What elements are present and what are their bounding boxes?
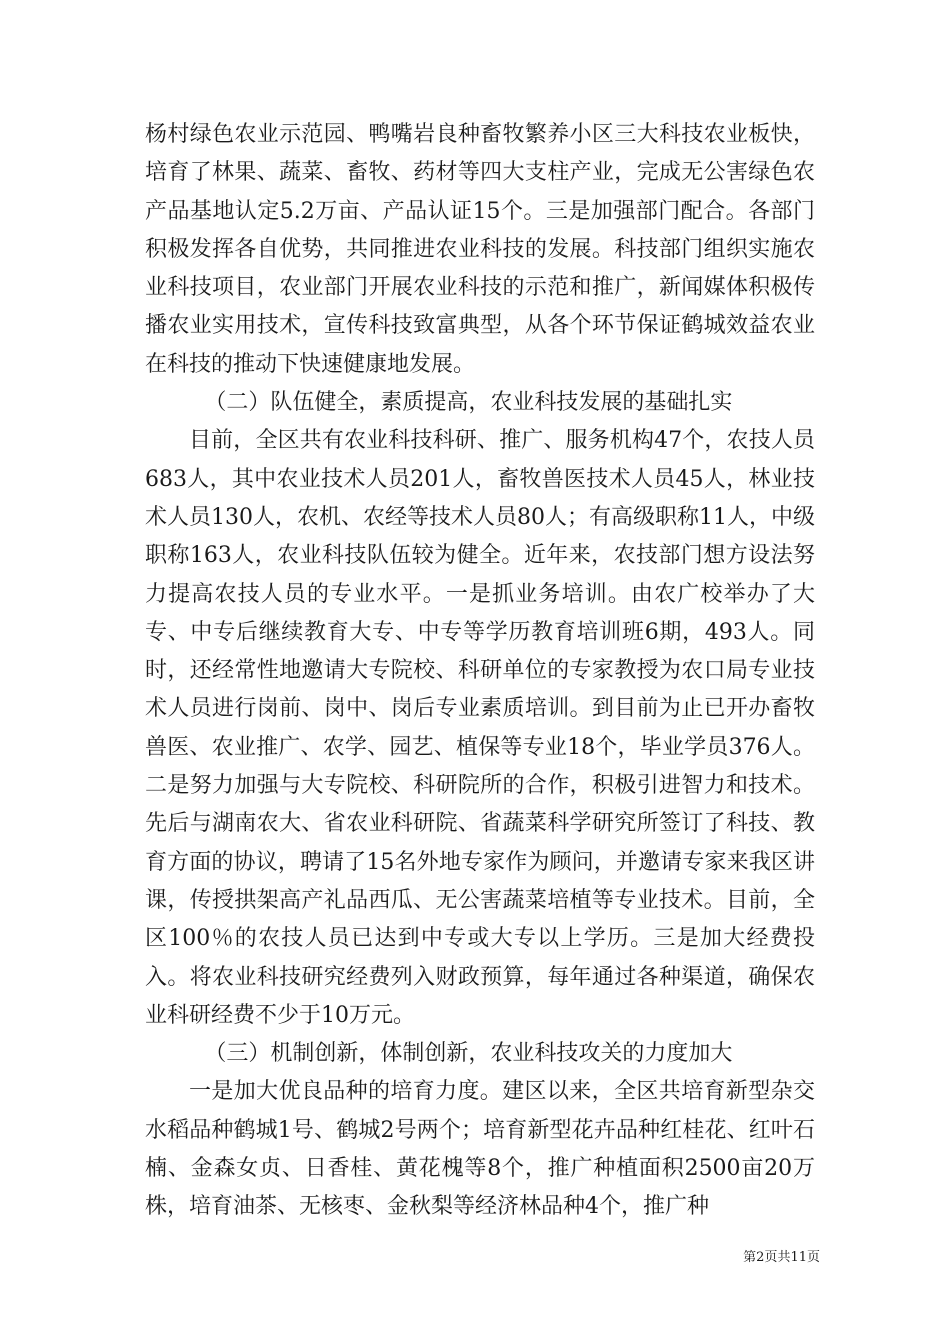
page-number-footer: 第2页共11页 (743, 1250, 820, 1265)
document-body (145, 116, 815, 1227)
section-heading-2: （二）队伍健全，素质提高，农业科技发展的基础扎实 (204, 390, 733, 416)
paragraph-breeding: 一是加大优良品种的培育力度。建区以来，全区共培育新型杂交水稻品种鹤城1号、鹤城2号两个；培育新型花卉品种红桂花、红叶石楠、金森女贞、日香桂、黄花槐等8个，推广种植面积2500亩20万株，培育油茶、无核枣、金秋梨等经济林品种4个，推广种 (145, 1079, 815, 1220)
section-heading-3: （三）机制创新，体制创新，农业科技攻关的力度加大 (204, 1041, 733, 1067)
paragraph-team: 目前，全区共有农业科技科研、推广、服务机构47个，农技人员683人，其中农业技术人员201人，畜牧兽医技术人员45人，林业技术人员130人，农机、农经等技术人员80人；有高级职称11人，中级职称163人，农业科技队伍较为健全。近年来，农技部门想方设法努力提高农技人员的专业水平。一是抓业务培训。由农广校举办了大专、中专后继续教育大专、中专等学历教育培训班6期，493人。同时，还经常性地邀请大专院校、科研单位的专家教授为农口局专业技术人员进行岗前、岗中、岗后专业素质培训。到目前为止已开办畜牧兽医、农业推广、农学、园艺、植保等专业18个，毕业学员376人。二是努力加强与大专院校、科研院所的合作，积极引进智力和技术。先后与湖南农大、省农业科研院、省蔬菜科学研究所签订了科技、教育方面的协议，聘请了15名外地专家作为顾问，并邀请专家来我区讲课，传授拱架高产礼品西瓜、无公害蔬菜培植等专业技术。目前，全区100％的农技人员已达到中专或大专以上学历。三是加大经费投入。将农业科技研究经费列入财政预算，每年通过各种渠道，确保农业科研经费不少于10万元。 (145, 428, 815, 1028)
paragraph-continuation: 杨村绿色农业示范园、鸭嘴岩良种畜牧繁养小区三大科技农业板快，培育了林果、蔬菜、畜牧、药材等四大支柱产业，完成无公害绿色农产品基地认定5.2万亩、产品认证15个。三是加强部门配合。各部门积极发挥各自优势，共同推进农业科技的发展。科技部门组织实施农业科技项目，农业部门开展农业科技的示范和推广，新闻媒体积极传播农业实用技术，宣传科技致富典型，从各个环节保证鹤城效益农业在科技的推动下快速健康地发展。 (145, 122, 815, 377)
